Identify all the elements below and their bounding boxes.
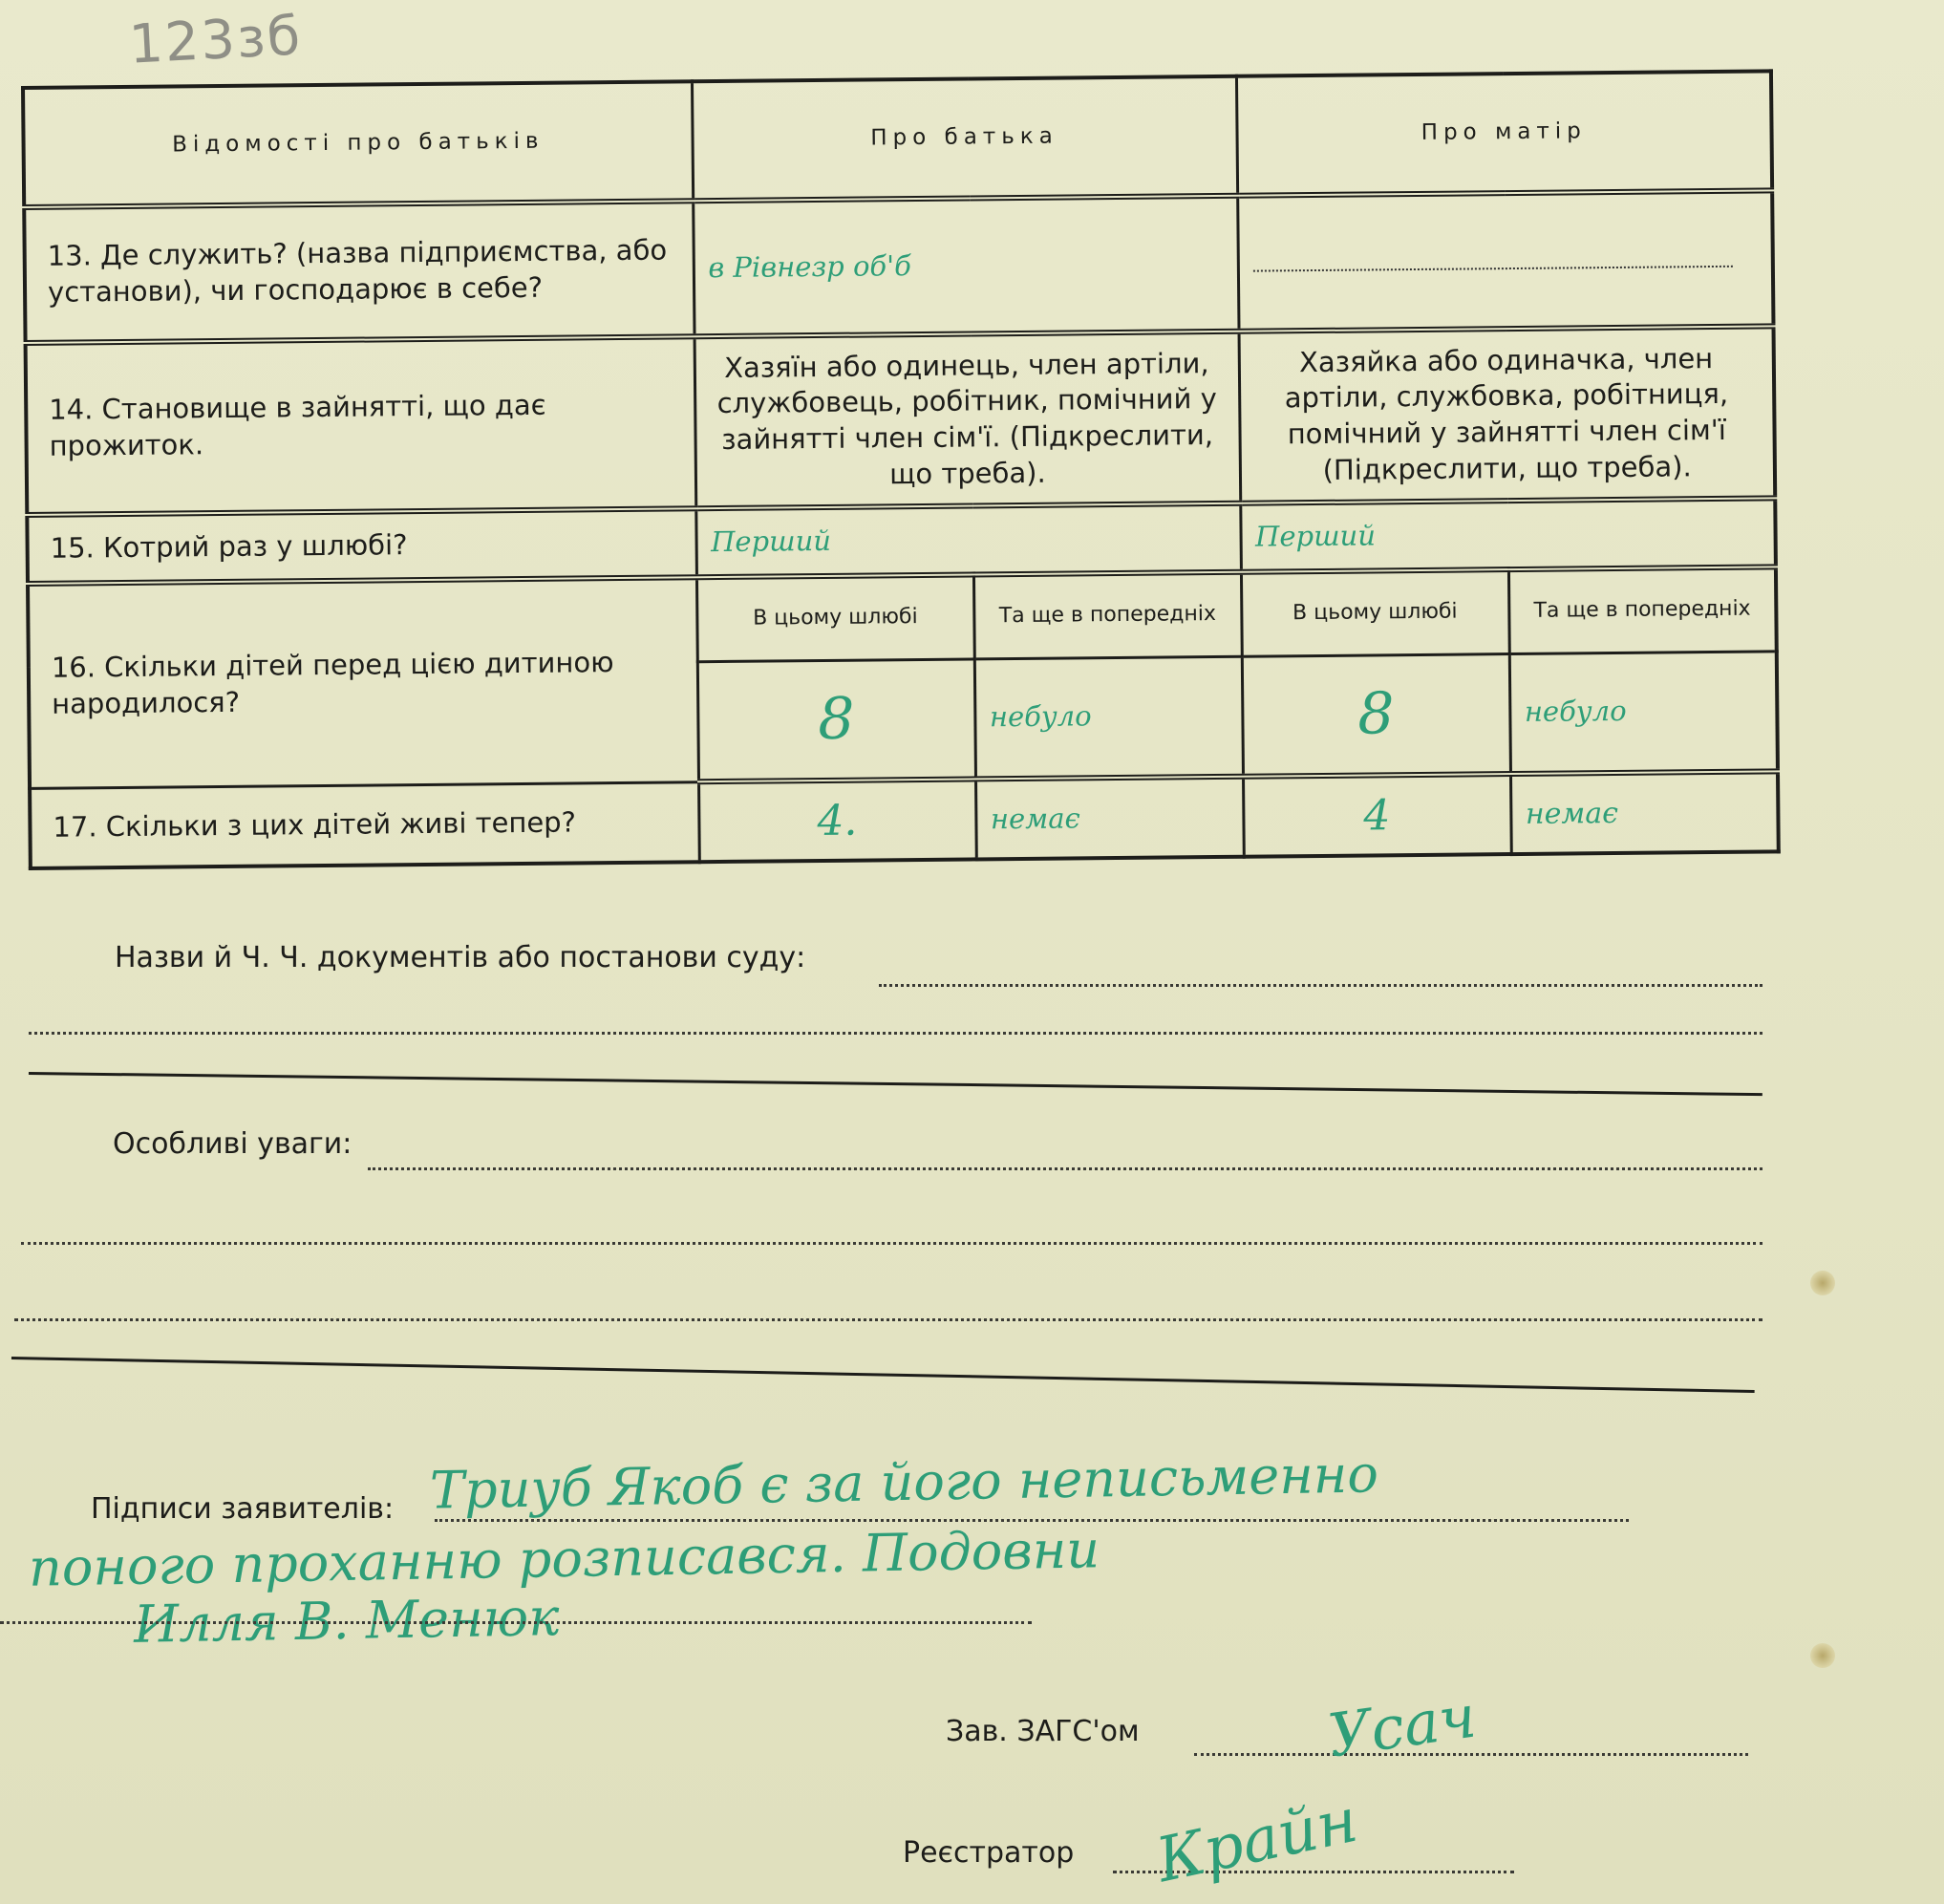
father-alive-prev: немає	[975, 777, 1244, 860]
zags-signature: Усач	[1323, 1680, 1481, 1771]
notes-line-2	[21, 1242, 1762, 1245]
subheader-father-this-marriage: В цьому шлюбі	[696, 574, 974, 661]
mother-workplace-line	[1252, 260, 1732, 272]
notes-line-3	[14, 1318, 1762, 1321]
notes-line-1	[368, 1167, 1762, 1170]
row-17	[30, 771, 1779, 868]
binder-hole	[1810, 1271, 1835, 1295]
table-header-row	[23, 71, 1772, 207]
header-parents-info: Відомості про батьків	[23, 81, 693, 207]
signature-line-3: Илля В. Менюк	[133, 1587, 560, 1655]
question-15: 15. Котрий раз у шлюбі?	[27, 508, 696, 584]
parents-info-table	[21, 69, 1781, 870]
documents-line-2	[29, 1032, 1762, 1035]
signature-line-2: поного проханню розписався. Подовни	[28, 1519, 1100, 1598]
father-marriage-count: Перший	[695, 503, 1241, 577]
row-14	[26, 326, 1776, 515]
question-17: 17. Скільки з цих дітей живі тепер?	[30, 781, 699, 868]
binder-hole	[1810, 1643, 1835, 1668]
zags-line	[1194, 1753, 1748, 1756]
question-13: 13. Де служить? (назва підприємства, або установи), чи господарює в себе?	[24, 201, 694, 343]
subheader-mother-this-marriage: В цьому шлюбі	[1241, 569, 1509, 656]
documents-label: Назви й Ч. Ч. документів або постанови суду:	[115, 941, 806, 974]
zags-label: Зав. ЗАГС'ом	[946, 1715, 1140, 1748]
notes-rule	[11, 1357, 1755, 1393]
mother-marriage-count: Перший	[1240, 498, 1776, 571]
father-alive-this: 4.	[698, 779, 976, 862]
father-children-this: 8	[697, 658, 975, 781]
header-mother: Про матір	[1236, 71, 1772, 195]
signature-line-1: Триуб Якоб є за його неписьменно	[429, 1444, 1379, 1521]
signatures-line-1	[435, 1519, 1629, 1522]
mother-children-prev: небуло	[1509, 651, 1778, 774]
signatures-label: Підписи заявителів:	[91, 1492, 395, 1526]
mother-children-this: 8	[1242, 653, 1510, 777]
mother-alive-prev: немає	[1510, 771, 1779, 854]
notes-label: Особливі уваги:	[113, 1127, 352, 1161]
documents-rule	[29, 1072, 1762, 1096]
subheader-mother-previous: Та ще в попередніх	[1508, 567, 1777, 653]
registrar-label: Реєстратор	[903, 1836, 1075, 1870]
mother-workplace	[1237, 190, 1773, 331]
row-13	[24, 190, 1773, 343]
registrar-signature: Крайн	[1150, 1785, 1364, 1897]
mother-alive-this: 4	[1243, 774, 1511, 857]
archive-number: 123зб	[127, 5, 304, 76]
subheader-father-previous: Та ще в попередніх	[973, 572, 1242, 659]
signatures-line-2	[0, 1621, 1032, 1624]
header-father: Про батька	[692, 76, 1237, 201]
father-workplace: в Рівнезр об'б	[693, 196, 1238, 336]
documents-line-1	[879, 984, 1762, 987]
question-14: 14. Становище в зайнятті, що дає прожиток.	[26, 336, 696, 515]
father-children-prev: небуло	[974, 656, 1243, 780]
question-16: 16. Скільки дітей перед цією дитиною народилося?	[28, 577, 698, 788]
father-employment-options: Хазяїн або одинець, член артіли, службовець, робітник, помічний у зайнятті член сім'ї. (Підкреслити, що треба).	[694, 332, 1241, 508]
mother-employment-options: Хазяйка або одиначка, член артіли, службовка, робітниця, помічний у зайнятті член сім'ї (Підкреслити, що треба).	[1239, 326, 1776, 503]
